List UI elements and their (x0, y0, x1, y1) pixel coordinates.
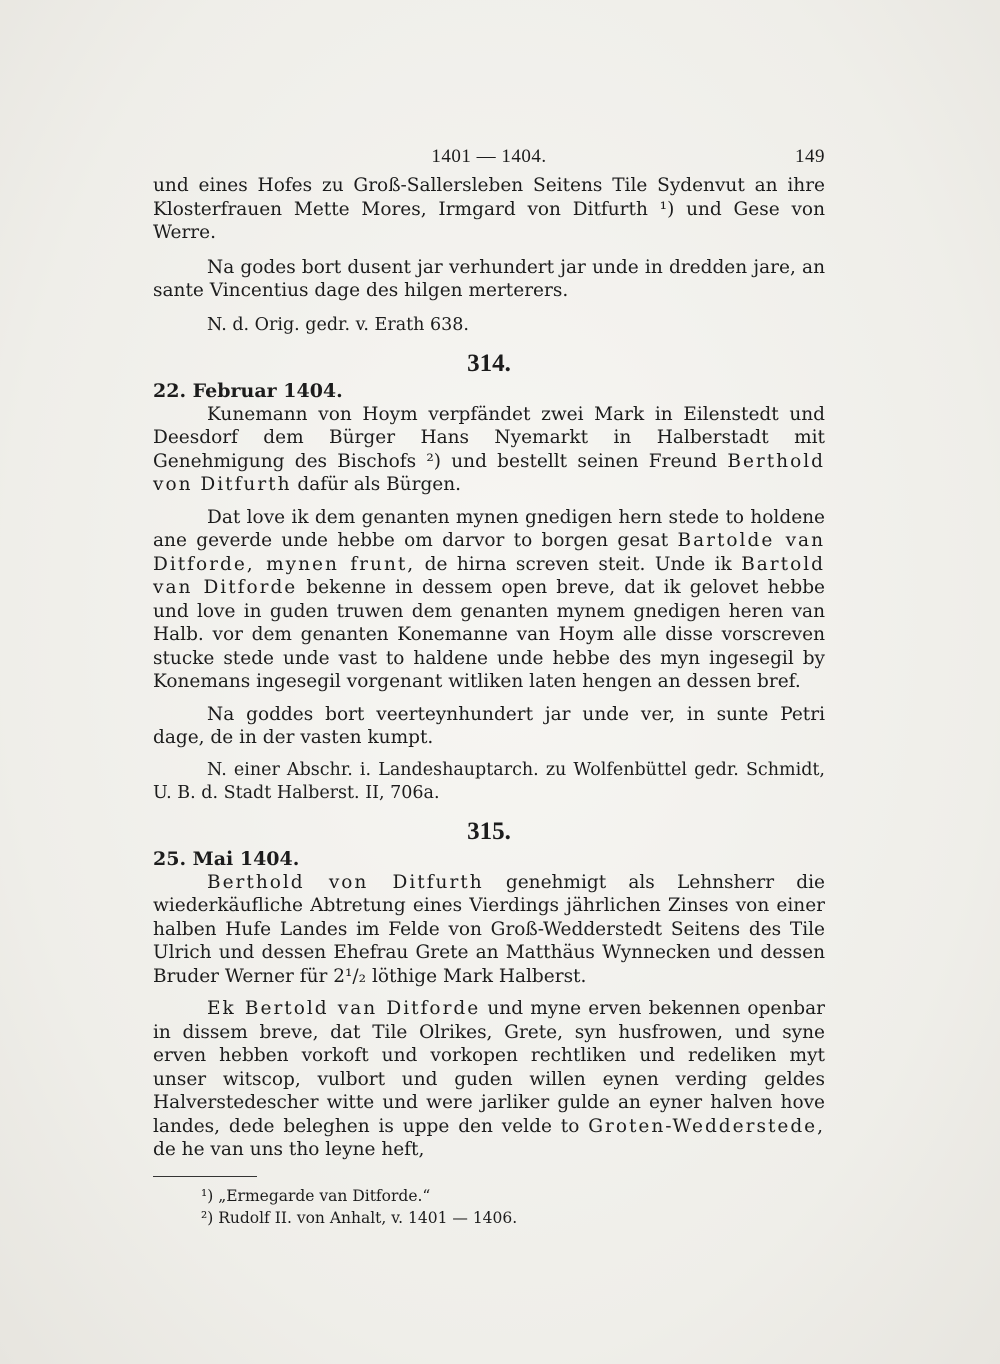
footnote-divider (153, 1176, 257, 1177)
summary-314-part-c: dafür als Bürgen. (291, 474, 462, 495)
document-text-314 (153, 506, 825, 694)
summary-314-part-a: Kunemann von Hoym verpfändet zwei Mark in Eilenstedt und Deesdorf dem Bürger Hans Nyemarkt in Halberstadt mit Genehmigung des Bischofs ²) und bestellt seinen Freund (153, 403, 825, 472)
document-dating-314: Na goddes bort veerteynhundert jar unde ver, in sunte Petri dage, de in der vasten kumpt. (153, 703, 825, 748)
text-315-name-1: Ek Bertold van Ditforde (207, 998, 481, 1019)
text-column (153, 142, 825, 1229)
text-315-part-d: de he van uns tho leyne heft, (153, 1139, 425, 1160)
document-source-314: N. einer Abschr. i. Landeshauptarch. zu Wolfenbüttel gedr. Schmidt, U. B. d. Stadt Halberst. II, 706a. (153, 759, 825, 803)
summary-315-part-b: genehmigt als Lehnsherr die wiederkäufliche Abtretung eines Vierdings jährlichen Zinses von einer halben Hufe Landes im Felde von Groß-Wedderstedt Seitens des Tile Ulrich und dessen Ehefrau Grete an Matthäus Wynnecken und dessen Bruder Werner für 2¹/₂ löthige Mark Halberst. (153, 871, 825, 987)
running-head (153, 142, 825, 174)
summary-314-name: Berthold von Ditfurth (153, 450, 825, 495)
document-date-315: 25. Mai 1404. (153, 847, 300, 870)
running-head-range: 1401 — 1404. (431, 146, 547, 167)
text-315-place: Groten-Wedderstede, (588, 1115, 825, 1137)
text-314-part-e: bekenne in dessem open breve, dat ik gelovet hebbe und love in guden truwen dem genanten mynem gnedigen heren van Halb. vor dem genanten Konemanne van Hoym alle disse vorscreven stucke stede unde vast to haldene unde hebbe des myn ingesegil by Konemans ingesegil vorgenant witliken laten hengen an dessen bref. (153, 577, 825, 692)
document-summary-314 (153, 403, 825, 497)
page-body (153, 174, 825, 1162)
document-summary-315 (153, 871, 825, 989)
text-315-part-b: und myne erven bekennen openbar in dissem breve, dat Tile Olrikes, Grete, syn husfrowen, und syne erven hebben vorkoft und vorkopen rechtliken und redeliken myt unser witscop, vulbort und guden willen eynen verding geldes Halverstedescher witte und were jarliker gulde an eyner halven hove landes, dede beleghen is uppe den velde to (153, 998, 825, 1137)
continued-source: N. d. Orig. gedr. v. Erath 638. (207, 314, 469, 335)
text-314-part-c: de hirna screven steit. Unde ik (415, 553, 742, 575)
document-number-315: 315. (467, 817, 511, 845)
text-314-part-a: Dat love ik dem genanten mynen gnedigen hern stede to holdene ane geverde unde hebbe om darvor to borgen gesat (153, 506, 825, 551)
document-text-315 (153, 997, 825, 1162)
text-314-name-1: Bartolde van Ditforde, mynen frunt, (153, 530, 825, 575)
summary-315-name: Berthold von Ditfurth (207, 871, 484, 893)
footnote-1: ¹) „Ermegarde van Ditforde.“ (201, 1186, 431, 1205)
footnote-2: ²) Rudolf II. von Anhalt, v. 1401 — 1406. (201, 1208, 518, 1227)
text-314-name-2: Bartold van Ditforde (153, 553, 825, 598)
document-number-314: 314. (467, 349, 511, 377)
document-date-314: 22. Februar 1404. (153, 379, 343, 402)
continued-dating: Na godes bort dusent jar verhundert jar unde in dredden jare, an sante Vincentius dage des hilgen merterers. (153, 256, 825, 301)
continued-summary: und eines Hofes zu Groß-Sallersleben Seitens Tile Sydenvut an ihre Klosterfrauen Mette Mores, Irmgard von Ditfurth ¹) und Gese von Werre. (153, 175, 825, 243)
page-number: 149 (795, 146, 825, 167)
